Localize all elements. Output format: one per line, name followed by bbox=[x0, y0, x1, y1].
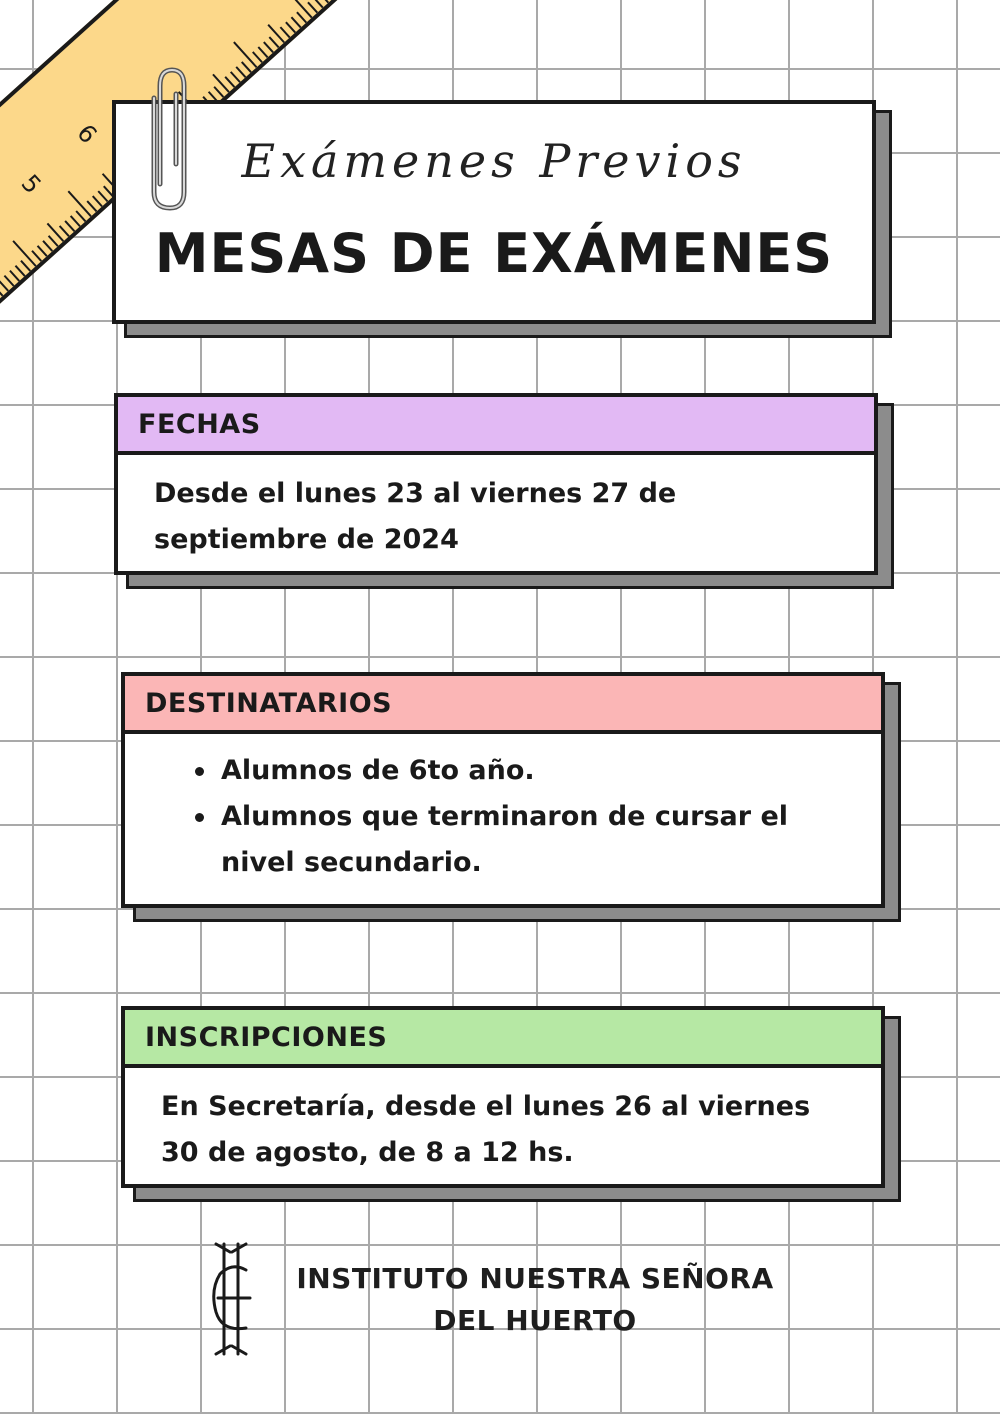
ruler-tick bbox=[286, 22, 295, 32]
fechas-body bbox=[118, 455, 874, 579]
ruler-tick bbox=[269, 37, 278, 47]
ruler-tick bbox=[0, 273, 8, 291]
ruler-tick bbox=[98, 191, 107, 201]
ruler-number: 6 bbox=[71, 118, 103, 150]
ruler-tick bbox=[231, 72, 240, 82]
ruler-tick bbox=[297, 12, 306, 22]
page-title: MESAS DE EXÁMENES bbox=[154, 222, 834, 285]
fechas-card bbox=[114, 393, 878, 575]
inscripciones-card bbox=[121, 1006, 885, 1188]
ruler-tick bbox=[236, 67, 245, 77]
fechas-line: septiembre de 2024 bbox=[154, 524, 459, 555]
ruler-tick bbox=[15, 266, 24, 276]
ruler-tick bbox=[225, 77, 234, 87]
ruler-tick bbox=[4, 276, 13, 286]
ruler-tick bbox=[258, 47, 267, 57]
ruler-tick bbox=[242, 62, 251, 72]
list-item: Alumnos de 6to año. bbox=[221, 748, 851, 794]
ruler-tick bbox=[49, 236, 58, 246]
institute-name bbox=[270, 1258, 800, 1342]
ruler-tick bbox=[43, 241, 52, 251]
list-item-continuation: nivel secundario. bbox=[221, 847, 482, 878]
fechas-heading: FECHAS bbox=[118, 397, 874, 455]
ruler-tick bbox=[234, 42, 257, 67]
destinatarios-list bbox=[125, 734, 881, 886]
ruler-tick bbox=[10, 271, 19, 281]
institute-monogram-icon bbox=[208, 1240, 254, 1358]
ruler-tick bbox=[87, 201, 96, 211]
ruler-tick bbox=[308, 2, 317, 12]
ruler-number: 5 bbox=[15, 169, 47, 200]
ruler-tick bbox=[13, 241, 36, 266]
inscripciones-heading: INSCRIPCIONES bbox=[125, 1010, 881, 1068]
ruler-tick bbox=[38, 246, 47, 256]
ruler-tick bbox=[76, 211, 85, 221]
ruler-tick bbox=[71, 216, 80, 226]
ruler-tick bbox=[21, 261, 30, 271]
ruler-tick bbox=[253, 52, 262, 62]
ruler-tick bbox=[264, 42, 273, 52]
script-title: Exámenes Previos bbox=[241, 134, 747, 188]
list-item: Alumnos que terminaron de cursar el bbox=[221, 794, 851, 840]
ruler-tick bbox=[93, 196, 102, 206]
destinatarios-card bbox=[121, 672, 885, 908]
ruler-tick bbox=[319, 0, 328, 3]
paperclip-icon bbox=[146, 64, 192, 214]
ruler-tick bbox=[280, 27, 289, 37]
ruler-tick bbox=[291, 17, 300, 27]
fechas-line: Desde el lunes 23 al viernes 27 de bbox=[154, 478, 677, 509]
ruler-tick bbox=[214, 87, 223, 97]
ruler-tick bbox=[68, 191, 91, 216]
inscripciones-body bbox=[125, 1068, 881, 1192]
ruler-tick bbox=[0, 286, 3, 296]
institute-name-line: INSTITUTO NUESTRA SEÑORA bbox=[296, 1262, 774, 1295]
ruler-tick bbox=[60, 226, 69, 236]
ruler-tick bbox=[313, 0, 322, 8]
inscripciones-line: En Secretaría, desde el lunes 26 al viernes bbox=[161, 1091, 811, 1122]
ruler-tick bbox=[65, 221, 74, 231]
destinatarios-heading: DESTINATARIOS bbox=[125, 676, 881, 734]
inscripciones-line: 30 de agosto, de 8 a 12 hs. bbox=[161, 1137, 574, 1168]
title-card bbox=[112, 100, 876, 324]
ruler-tick bbox=[32, 251, 41, 261]
institute-name-line: DEL HUERTO bbox=[433, 1304, 637, 1337]
